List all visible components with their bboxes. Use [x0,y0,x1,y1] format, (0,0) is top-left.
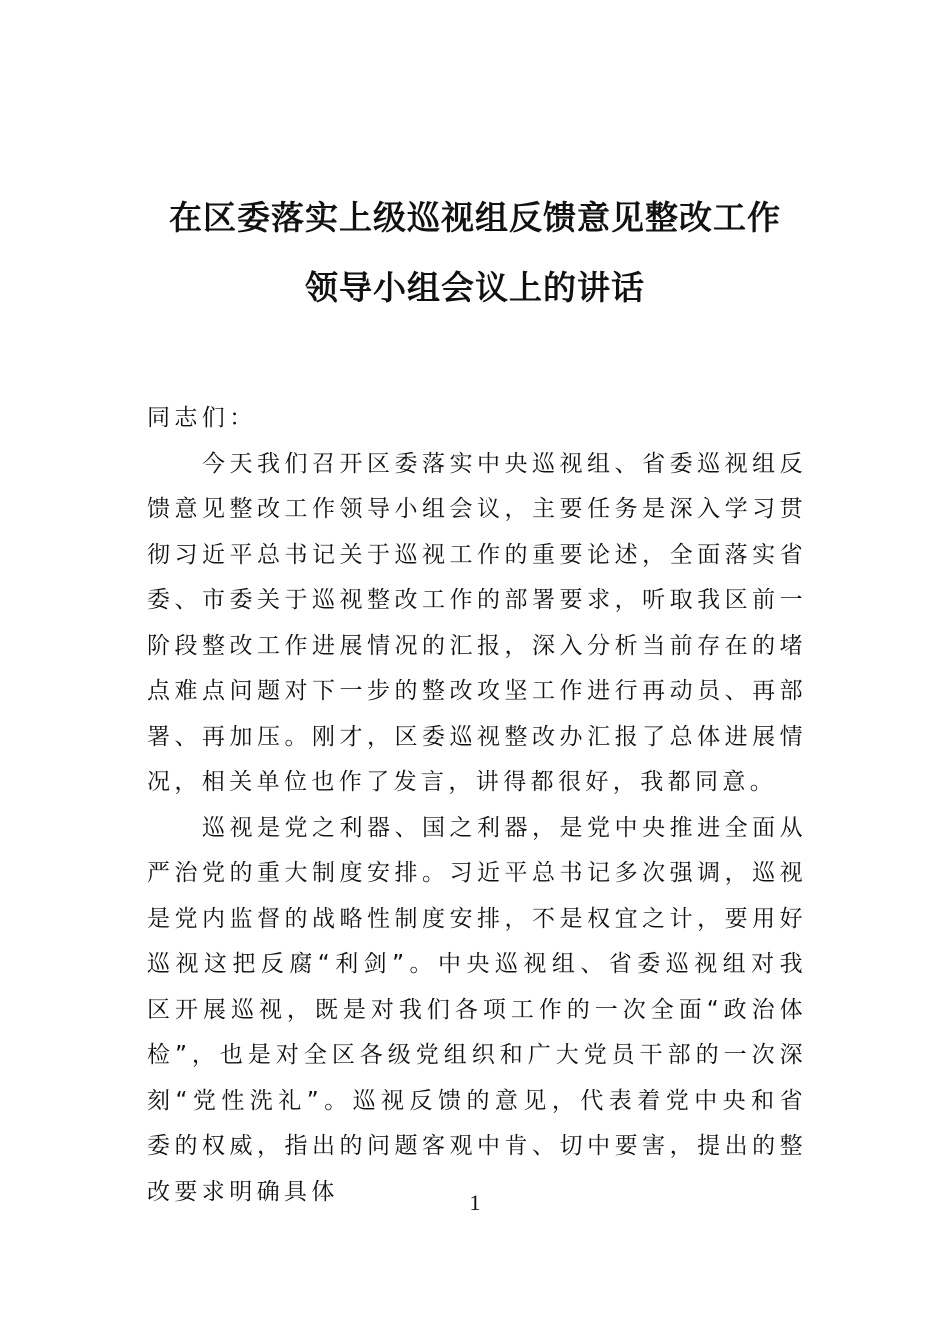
paragraph-2: 巡视是党之利器、国之利器，是党中央推进全面从严治党的重大制度安排。习近平总书记多次强调，巡视是党内监督的战略性制度安排，不是权宜之计，要用好巡视这把反腐“利剑”。中央巡视组、省委巡视组对我区开展巡视，既是对我们各项工作的一次全面“政治体检”，也是对全区各级党组织和广大党员干部的一次深刻“党性洗礼”。巡视反馈的意见，代表着党中央和省委的权威，指出的问题客观中肯、切中要害，提出的整改要求明确具体 [147,814,807,1205]
document-body [147,396,807,1215]
document-title-line-2: 领导小组会议上的讲话 [305,268,645,307]
document-title-line-1: 在区委落实上级巡视组反馈意见整改工作 [169,198,781,237]
salutation: 同志们： [147,405,257,431]
page-number: 1 [469,1190,481,1215]
paragraph-1: 今天我们召开区委落实中央巡视组、省委巡视组反馈意见整改工作领导小组会议，主要任务是深入学习贯彻习近平总书记关于巡视工作的重要论述，全面落实省委、市委关于巡视整改工作的部署要求，听取我区前一阶段整改工作进展情况的汇报，深入分析当前存在的堵点难点问题对下一步的整改攻坚工作进行再动员、再部署、再加压。刚才，区委巡视整改办汇报了总体进展情况，相关单位也作了发言，讲得都很好，我都同意。 [147,450,807,795]
